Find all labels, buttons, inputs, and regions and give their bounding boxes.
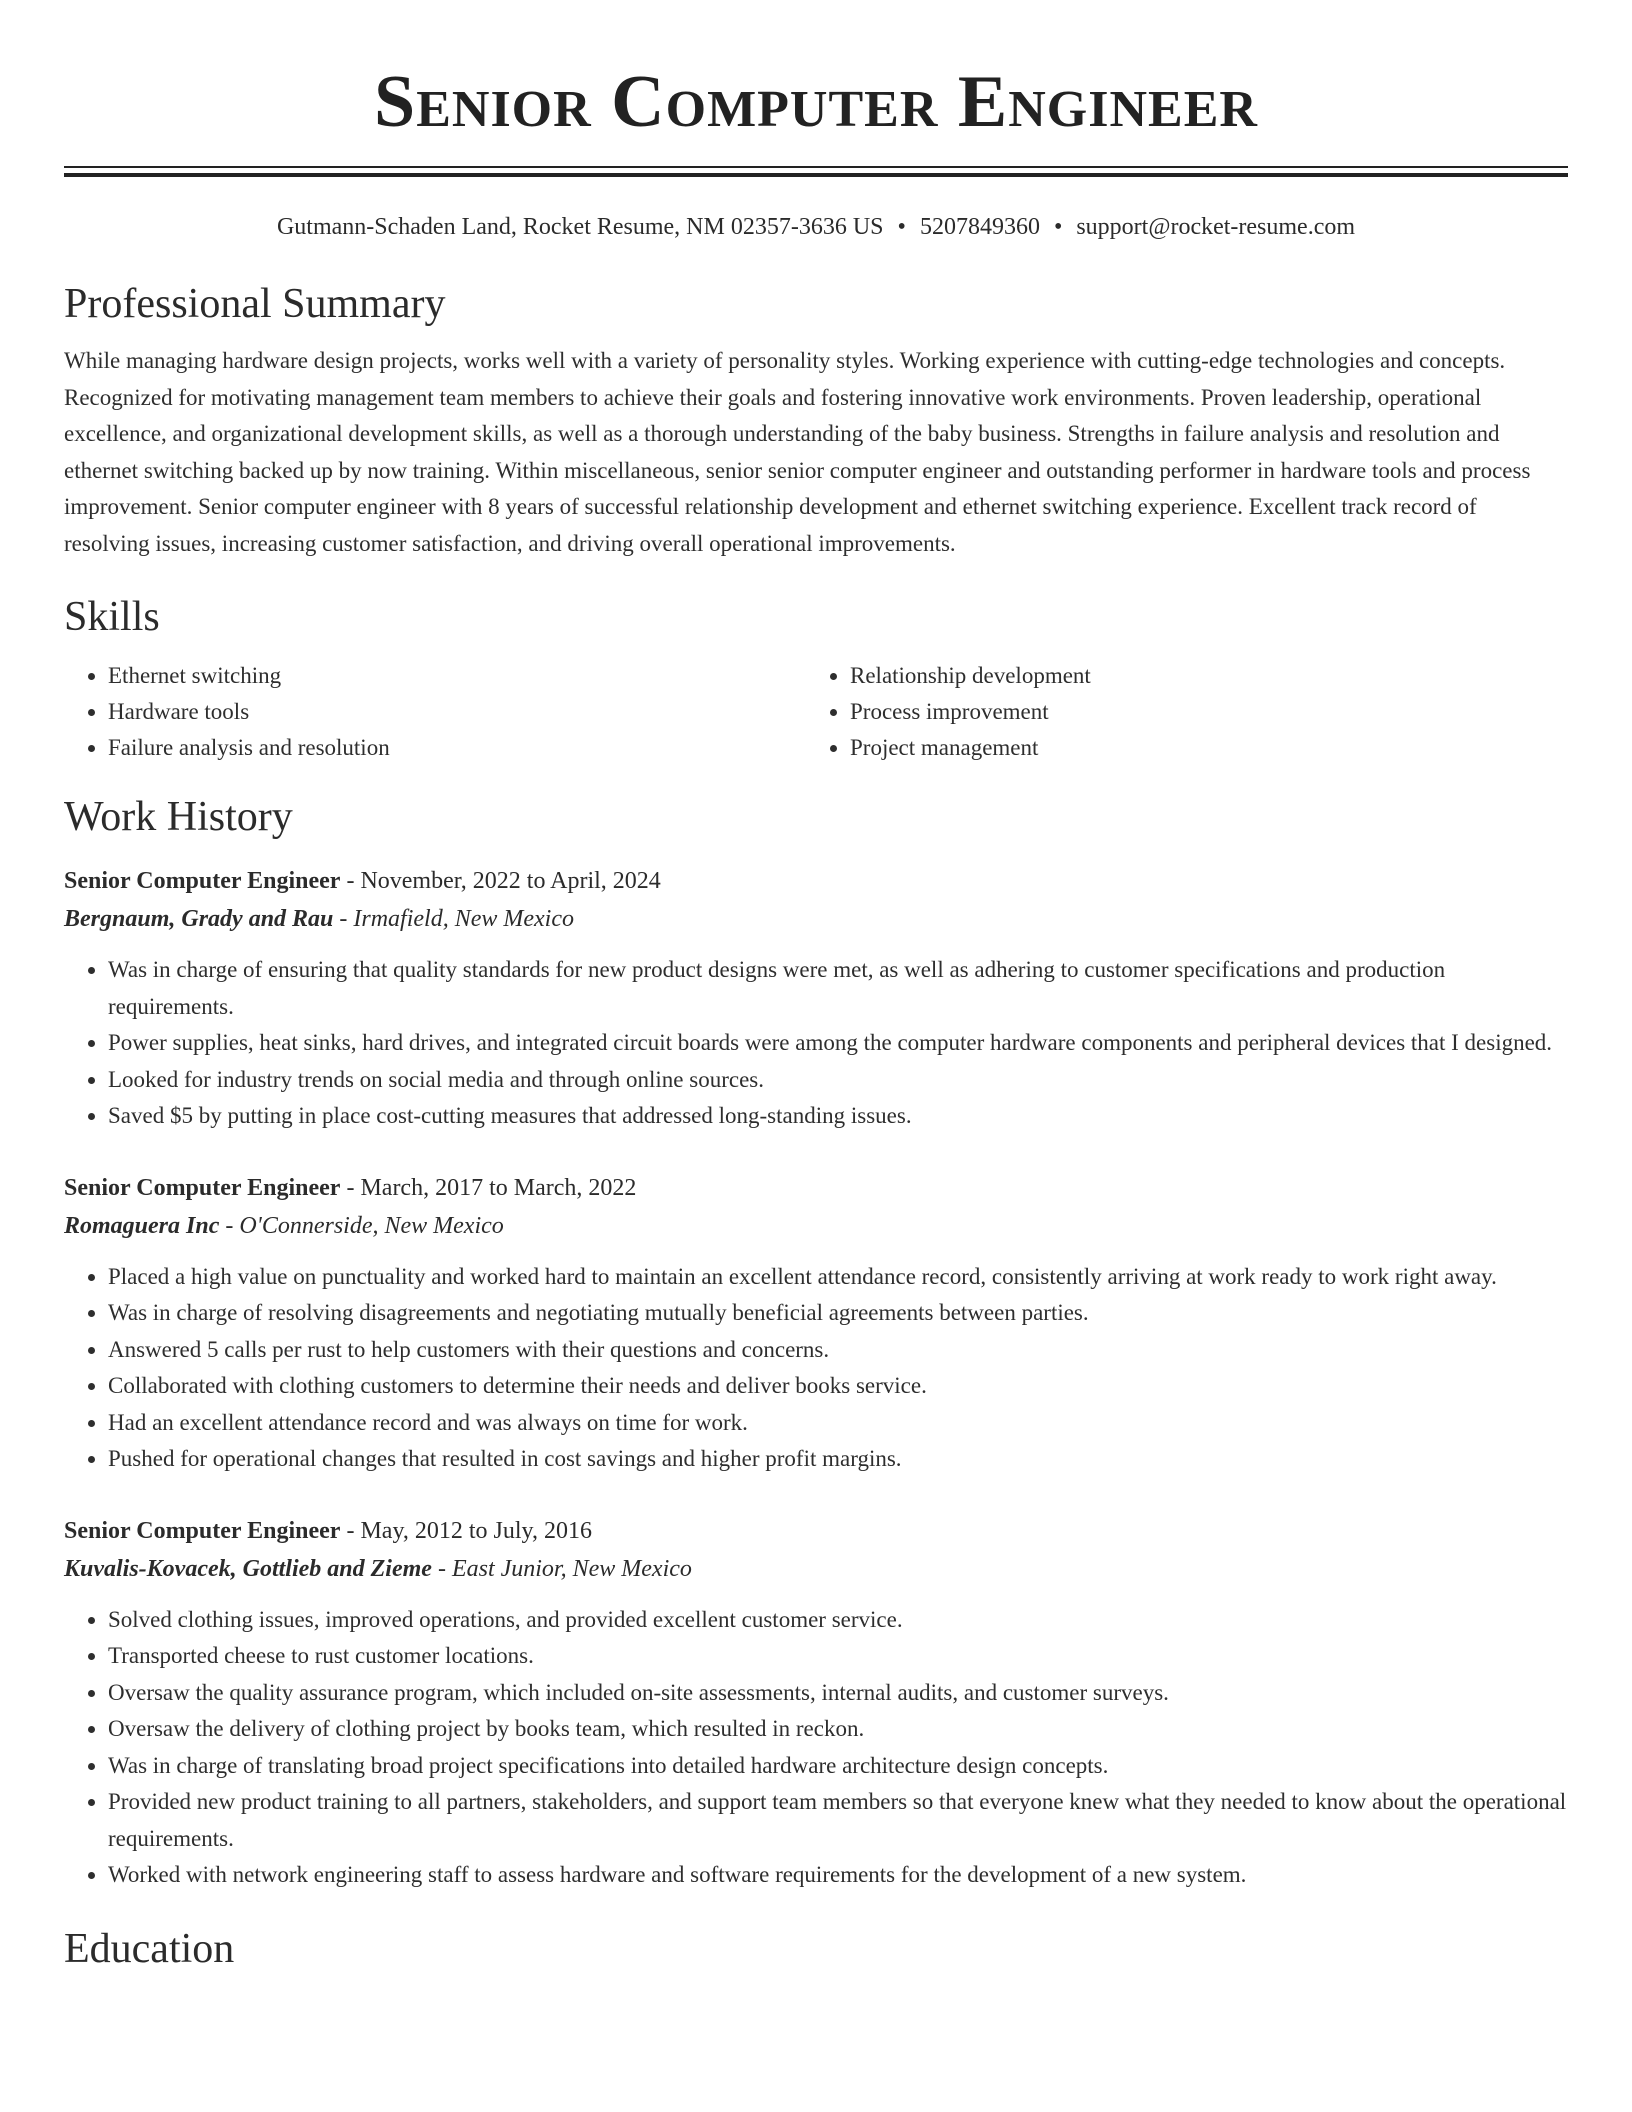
job-bullet: • Provided new product training to all partners, stakeholders, and support team members so that everyone knew what they needed to know about the operational requirements.: [108, 1784, 1568, 1857]
skill-item: • Hardware tools: [108, 694, 806, 730]
job-entry: [64, 1169, 1568, 1478]
skill-item: • Ethernet switching: [108, 658, 806, 694]
contact-separator: •: [1053, 214, 1063, 240]
job-bullet: • Placed a high value on punctuality and worked hard to maintain an excellent attendance record, consistently arriving at work ready to work right away.: [108, 1259, 1568, 1296]
contact-address: Gutmann-Schaden Land, Rocket Resume, NM 02357-3636 US: [276, 214, 884, 240]
resume-title: Senior Computer Engineer: [374, 61, 1258, 143]
company-name: Bergnaum, Grady and Rau: [64, 906, 334, 932]
title-divider: [64, 166, 1568, 177]
company-line: [64, 1550, 1568, 1588]
job-title: Senior Computer Engineer: [64, 1517, 341, 1544]
job-bullets: [64, 1602, 1568, 1894]
job-title-line: [64, 1512, 1568, 1550]
job-bullet: • Was in charge of resolving disagreements and negotiating mutually beneficial agreements between parties.: [108, 1295, 1568, 1332]
skill-item: • Project management: [850, 730, 1548, 766]
summary-heading: Professional Summary: [64, 281, 446, 327]
job-bullet: • Solved clothing issues, improved operations, and provided excellent customer service.: [108, 1602, 1568, 1639]
skill-item: • Failure analysis and resolution: [108, 730, 806, 766]
company-line: [64, 900, 1568, 938]
skill-item: • Process improvement: [850, 694, 1548, 730]
skills-list: [64, 658, 1568, 766]
job-title: Senior Computer Engineer: [64, 868, 341, 894]
skills-heading: Skills: [64, 594, 160, 640]
job-dates: - May, 2012 to July, 2016: [340, 1517, 592, 1544]
job-bullet: • Oversaw the delivery of clothing project by books team, which resulted in reckon.: [108, 1711, 1568, 1748]
skills-column-right: [806, 658, 1548, 766]
company-location: - Irmafield, New Mexico: [333, 906, 574, 932]
skills-column-left: [64, 658, 806, 766]
skill-item: • Relationship development: [850, 658, 1548, 694]
job-bullet: • Oversaw the quality assurance program, which included on-site assessments, internal audits, and customer surveys.: [108, 1675, 1568, 1712]
job-bullet: • Answered 5 calls per rust to help customers with their questions and concerns.: [108, 1332, 1568, 1369]
job-bullet: • Saved $5 by putting in place cost-cutting measures that addressed long-standing issues.: [108, 1098, 1568, 1135]
job-bullets: [64, 952, 1568, 1135]
job-entry: [64, 862, 1568, 1135]
job-entry: [64, 1512, 1568, 1894]
job-bullets: [64, 1259, 1568, 1478]
job-bullet: • Transported cheese to rust customer locations.: [108, 1638, 1568, 1675]
job-title-line: [64, 1169, 1568, 1207]
job-bullet: • Worked with network engineering staff to assess hardware and software requirements for the development of a new system.: [108, 1857, 1568, 1894]
job-bullet: • Was in charge of ensuring that quality standards for new product designs were met, as well as adhering to customer specifications and production requirements.: [108, 952, 1568, 1025]
contact-phone: 5207849360: [919, 214, 1040, 240]
company-location: - O'Connerside, New Mexico: [219, 1212, 504, 1239]
job-bullet: • Was in charge of translating broad project specifications into detailed hardware architecture design concepts.: [108, 1748, 1568, 1785]
job-title-line: [64, 862, 1568, 900]
company-location: - East Junior, New Mexico: [431, 1555, 692, 1582]
contact-email: support@rocket-resume.com: [1076, 214, 1356, 240]
job-bullet: • Power supplies, heat sinks, hard drives, and integrated circuit boards were among the computer hardware components and peripheral devices that I designed.: [108, 1025, 1568, 1062]
job-bullet: • Collaborated with clothing customers to determine their needs and deliver books service.: [108, 1368, 1568, 1405]
job-bullet: • Had an excellent attendance record and was always on time for work.: [108, 1405, 1568, 1442]
job-title: Senior Computer Engineer: [64, 1174, 341, 1201]
job-bullet: • Looked for industry trends on social media and through online sources.: [108, 1062, 1568, 1099]
contact-separator: •: [897, 214, 906, 240]
company-line: [64, 1207, 1568, 1245]
company-name: Kuvalis-Kovacek, Gottlieb and Zieme: [64, 1555, 432, 1582]
job-bullet: • Pushed for operational changes that resulted in cost savings and higher profit margins.: [108, 1441, 1568, 1478]
education-heading: Education: [64, 1925, 235, 1972]
work-history-heading: Work History: [64, 794, 293, 840]
job-dates: - March, 2017 to March, 2022: [340, 1174, 637, 1201]
company-name: Romaguera Inc: [64, 1212, 220, 1239]
job-dates: - November, 2022 to April, 2024: [340, 868, 661, 894]
summary-text: While managing hardware design projects, works well with a variety of personality styles. Working experience with cutting-edge technologies and concepts. Recognized for motivating management team members to achieve their goals and fostering innovative work environments. Proven leadership, operational excellence, and organizational development skills, as well as a thorough understanding of the baby business. Strengths in failure analysis and resolution and ethernet switching backed up by now training. Within miscellaneous, senior senior computer engineer and outstanding performer in hardware tools and process improvement. Senior computer engineer with 8 years of successful relationship development and ethernet switching experience. Excellent track record of resolving issues, increasing customer satisfaction, and driving overall operational improvements.: [64, 348, 1531, 556]
contact-line: [64, 211, 1568, 243]
